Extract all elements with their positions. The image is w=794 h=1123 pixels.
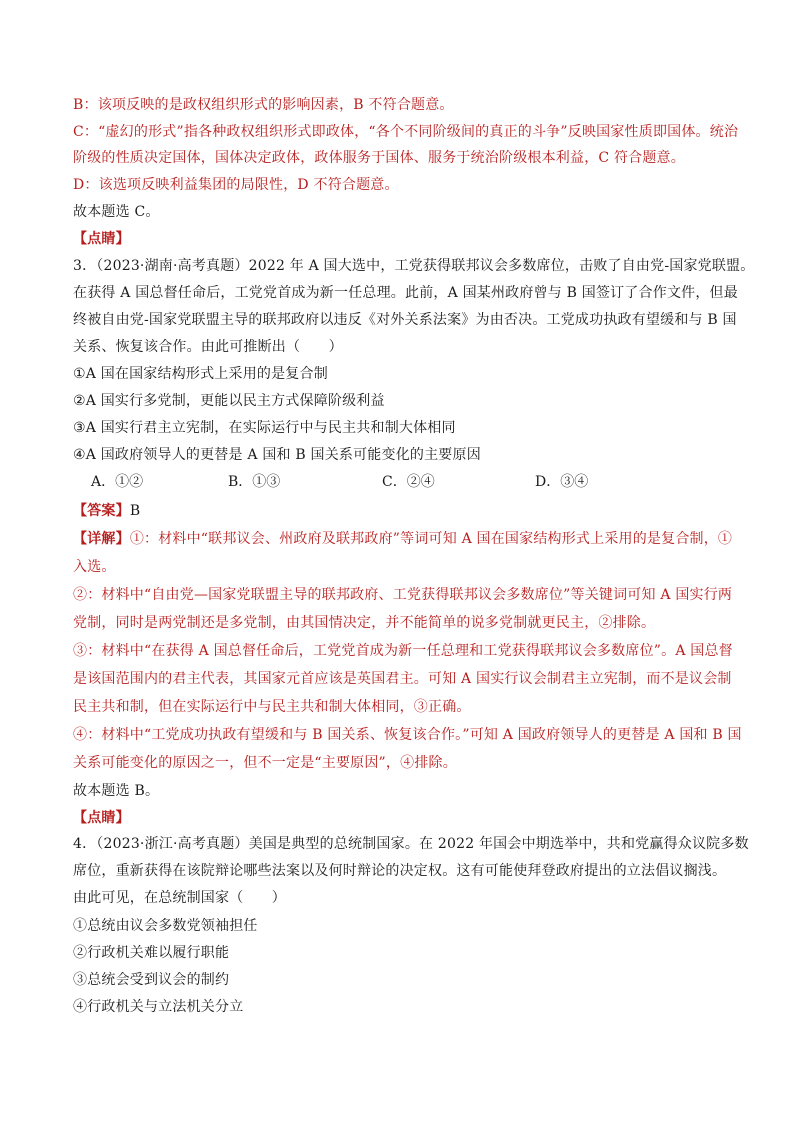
q3-detail-2b: 党制，同时是两党制还是多党制，由其国情决定，并不能简单的说多党制就更民主，②排除。	[73, 615, 656, 631]
q3-option-d: D．③④	[535, 474, 589, 490]
q3-conclusion: 故本题选 B。	[73, 783, 160, 799]
q3-detail-1a: ①：材料中“联邦议会、州政府及联邦政府”等词可知 A 国在国家结构形式上采用的是复合制，①	[129, 531, 733, 547]
q3-detail-4b: 关系可能变化的原因之一，但不一定是“主要原因”，④排除。	[73, 755, 457, 771]
q2-option-d-analysis: D：该选项反映利益集团的局限性，D 不符合题意。	[73, 177, 399, 193]
q3-item-2: ②A 国实行多党制，更能以民主方式保障阶级利益	[73, 393, 385, 409]
q3-stem-line4: 关系、恢复该合作。由此可推断出（ ）	[73, 339, 343, 355]
q3-detail-2a: ②：材料中“自由党—国家党联盟主导的联邦政府、工党获得联邦议会多数席位”等关键词可知 A 国实行两	[73, 587, 733, 603]
q2-dianjing-label: 【点睛】	[73, 231, 130, 247]
q3-stem-line1: 3．（2023·湖南·高考真题）2022 年 A 国大选中，工党获得联邦议会多数席位，击败了自由党-国家党联盟。	[73, 258, 755, 274]
q2-conclusion: 故本题选 C。	[73, 204, 160, 220]
q3-option-c: C．②④	[382, 474, 435, 490]
q3-detail-label: 【详解】	[73, 531, 130, 547]
q4-item-4: ④行政机关与立法机关分立	[73, 999, 244, 1015]
q3-item-1: ①A 国在国家结构形式上采用的是复合制	[73, 366, 328, 382]
q3-detail-1b: 入选。	[73, 559, 116, 575]
q4-stem-line3: 由此可见，在总统制国家（ ）	[73, 890, 286, 906]
q4-item-2: ②行政机关难以履行职能	[73, 945, 230, 961]
q3-stem-line2: 在获得 A 国总督任命后，工党党首成为新一任总理。此前，A 国某州政府曾与 B 国签订了合作文件，但最	[73, 285, 738, 301]
q2-option-c-analysis-line1: C：“虚幻的形式”指各种政权组织形式即政体，“各个不同阶级间的真正的斗争”反映国家性质即国体。统治	[73, 124, 739, 140]
q3-item-3: ③A 国实行君主立宪制，在实际运行中与民主共和制大体相同	[73, 420, 456, 436]
q3-option-b: B．①③	[228, 474, 281, 490]
q4-stem-line1: 4．（2023·浙江·高考真题）美国是典型的总统制国家。在 2022 年国会中期选举中，共和党赢得众议院多数	[73, 836, 749, 852]
q4-item-3: ③总统会受到议会的制约	[73, 972, 230, 988]
q3-detail-4a: ④：材料中“工党成功执政有望缓和与 B 国关系、恢复该合作。”可知 A 国政府领导人的更替是 A 国和 B 国	[73, 727, 742, 743]
q3-dianjing-label: 【点睛】	[73, 810, 130, 826]
q3-detail-row1	[73, 529, 733, 549]
q3-answer-label: 【答案】	[73, 503, 130, 519]
q3-answer-row	[73, 501, 733, 521]
q3-option-a: A．①②	[91, 474, 144, 490]
q3-answer-value: B	[129, 503, 141, 519]
q3-item-4: ④A 国政府领导人的更替是 A 国和 B 国关系可能变化的主要原因	[73, 447, 481, 463]
q3-detail-3b: 是该国范围内的君主代表，其国家元首应该是英国君主。可知 A 国实行议会制君主立宪制，而不是议会制	[73, 671, 732, 687]
q3-detail-3a: ③：材料中“在获得 A 国总督任命后，工党党首成为新一任总理和工党获得联邦议会多数席位”。A 国总督	[73, 643, 733, 659]
q2-option-c-analysis-line2: 阶级的性质决定国体，国体决定政体，政体服务于国体、服务于统治阶级根本利益，C 符合题意。	[73, 150, 685, 166]
q3-stem-line3: 终被自由党-国家党联盟主导的联邦政府以违反《对外关系法案》为由否决。工党成功执政有望缓和与 B 国	[73, 312, 737, 328]
q2-option-b-analysis: B：该项反映的是政权组织形式的影响因素，B 不符合题意。	[73, 97, 454, 113]
q4-stem-line2: 席位，重新获得在该院辩论哪些法案以及何时辩论的决定权。这有可能使拜登政府提出的立法倡议搁浅。	[73, 863, 727, 879]
q4-item-1: ①总统由议会多数党领袖担任	[73, 918, 258, 934]
q3-detail-3c: 民主共和制，但在实际运行中与民主共和制大体相同，③正确。	[73, 699, 471, 715]
